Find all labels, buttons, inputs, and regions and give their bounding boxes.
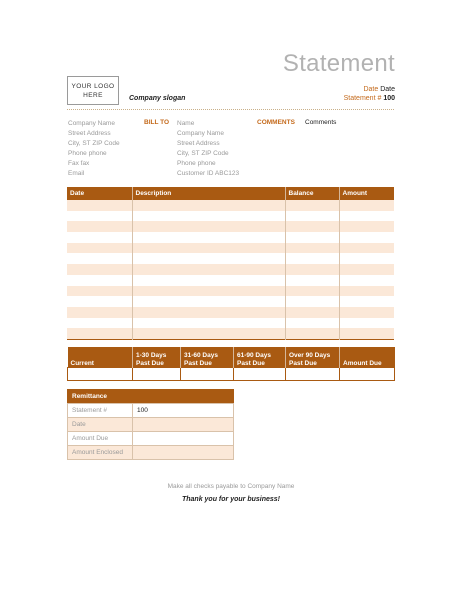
- cell-description[interactable]: [132, 296, 285, 307]
- aging-header-1-30: 1-30 Days Past Due: [133, 347, 181, 368]
- payable-note: Make all checks payable to Company Name: [167, 483, 295, 490]
- company-city: City, ST ZIP Code: [68, 140, 120, 147]
- cell-date[interactable]: [67, 318, 132, 329]
- thank-you-note: Thank you for your business!: [181, 496, 280, 503]
- cell-amount[interactable]: [339, 275, 394, 286]
- cell-balance[interactable]: [285, 264, 339, 275]
- table-row: [67, 221, 394, 232]
- company-street: Street Address: [68, 130, 111, 137]
- remittance-label: Statement #: [68, 404, 133, 418]
- aging-table: [67, 347, 395, 381]
- remittance-value[interactable]: 100: [133, 404, 234, 418]
- cell-amount[interactable]: [339, 286, 394, 297]
- cell-amount[interactable]: [339, 232, 394, 243]
- cell-date[interactable]: [67, 275, 132, 286]
- col-header-date: Date: [67, 187, 132, 200]
- cell-date[interactable]: [67, 286, 132, 297]
- company-email: Email: [68, 170, 85, 177]
- remittance-row: [68, 446, 234, 460]
- date-line: [363, 86, 395, 93]
- cell-amount[interactable]: [339, 211, 394, 222]
- aging-cell-1-30[interactable]: [133, 368, 181, 381]
- remittance-label: Date: [68, 418, 133, 432]
- header-divider: [67, 109, 394, 110]
- company-name: Company Name: [68, 120, 115, 127]
- cell-amount[interactable]: [339, 318, 394, 329]
- aging-cell-over-90[interactable]: [286, 368, 340, 381]
- bill-to-city: City, ST ZIP Code: [177, 150, 229, 157]
- remittance-row: [68, 432, 234, 446]
- table-row: [67, 275, 394, 286]
- cell-amount[interactable]: [339, 307, 394, 318]
- statement-number-line: [344, 95, 395, 102]
- logo-text-line1: YOUR LOGO: [71, 82, 115, 90]
- remittance-row: [68, 404, 234, 418]
- cell-description[interactable]: [132, 232, 285, 243]
- cell-date[interactable]: [67, 211, 132, 222]
- cell-description[interactable]: [132, 275, 285, 286]
- cell-date[interactable]: [67, 243, 132, 254]
- cell-date[interactable]: [67, 264, 132, 275]
- company-fax: Fax fax: [68, 160, 90, 167]
- table-row: [67, 296, 394, 307]
- cell-amount[interactable]: [339, 328, 394, 339]
- remittance-title: Remittance: [68, 390, 234, 404]
- aging-header-amount-due: Amount Due: [340, 347, 395, 368]
- cell-amount[interactable]: [339, 253, 394, 264]
- aging-cell-61-90[interactable]: [234, 368, 286, 381]
- aging-header-31-60: 31-60 Days Past Due: [181, 347, 234, 368]
- cell-description[interactable]: [132, 243, 285, 254]
- cell-amount[interactable]: [339, 296, 394, 307]
- cell-balance[interactable]: [285, 200, 339, 211]
- table-row: [67, 200, 394, 211]
- cell-balance[interactable]: [285, 307, 339, 318]
- cell-amount[interactable]: [339, 243, 394, 254]
- bill-to-info: [177, 119, 239, 179]
- cell-description[interactable]: [132, 307, 285, 318]
- bill-to-label: BILL TO: [144, 119, 170, 126]
- remittance-row: [68, 418, 234, 432]
- comments-field[interactable]: Comments: [305, 119, 337, 126]
- cell-balance[interactable]: [285, 328, 339, 339]
- statement-number-value: 100: [383, 95, 395, 102]
- cell-balance[interactable]: [285, 275, 339, 286]
- remittance-value[interactable]: [133, 432, 234, 446]
- aging-value-row: [68, 368, 395, 381]
- remittance-value[interactable]: [133, 418, 234, 432]
- cell-date[interactable]: [67, 253, 132, 264]
- remittance-label: Amount Enclosed: [68, 446, 133, 460]
- aging-cell-31-60[interactable]: [181, 368, 234, 381]
- aging-cell-current[interactable]: [68, 368, 133, 381]
- bill-to-phone: Phone phone: [177, 160, 216, 167]
- table-row: [67, 318, 394, 329]
- remittance-table: [67, 389, 234, 460]
- cell-balance[interactable]: [285, 243, 339, 254]
- document-title: Statement: [282, 50, 395, 77]
- col-header-description: Description: [132, 187, 285, 200]
- col-header-amount: Amount: [339, 187, 394, 200]
- table-row: [67, 211, 394, 222]
- bill-to-company: Company Name: [177, 130, 224, 137]
- cell-balance[interactable]: [285, 318, 339, 329]
- cell-balance[interactable]: [285, 232, 339, 243]
- table-row: [67, 328, 394, 339]
- logo-placeholder: [67, 76, 119, 105]
- statement-number-label: Statement #: [343, 95, 382, 102]
- logo-text-line2: HERE: [83, 91, 103, 99]
- remittance-label: Amount Due: [68, 432, 133, 446]
- aging-header-current: Current: [68, 347, 133, 368]
- table-row: [67, 243, 394, 254]
- cell-date[interactable]: [67, 296, 132, 307]
- cell-balance[interactable]: [285, 296, 339, 307]
- cell-description[interactable]: [132, 318, 285, 329]
- transactions-table: [67, 187, 394, 340]
- cell-balance[interactable]: [285, 286, 339, 297]
- col-header-balance: Balance: [285, 187, 339, 200]
- transactions-body: [67, 200, 394, 339]
- cell-description[interactable]: [132, 328, 285, 339]
- company-phone: Phone phone: [68, 150, 107, 157]
- company-slogan: Company slogan: [129, 95, 186, 102]
- cell-description[interactable]: [132, 253, 285, 264]
- cell-description[interactable]: [132, 200, 285, 211]
- cell-amount[interactable]: [339, 200, 394, 211]
- table-row: [67, 307, 394, 318]
- cell-date[interactable]: [67, 200, 132, 211]
- cell-description[interactable]: [132, 264, 285, 275]
- comments-label: COMMENTS: [257, 119, 295, 126]
- date-label: Date: [363, 86, 379, 93]
- bill-to-name: Name: [177, 120, 195, 127]
- aging-header-61-90: 61-90 Days Past Due: [234, 347, 286, 368]
- transactions-header-row: [67, 187, 394, 200]
- table-row: [67, 286, 394, 297]
- cell-balance[interactable]: [285, 221, 339, 232]
- cell-date[interactable]: [67, 328, 132, 339]
- bill-to-customer-id: Customer ID ABC123: [177, 170, 240, 177]
- cell-date[interactable]: [67, 232, 132, 243]
- cell-amount[interactable]: [339, 264, 394, 275]
- date-value: Date: [380, 86, 395, 93]
- table-row: [67, 264, 394, 275]
- cell-description[interactable]: [132, 211, 285, 222]
- company-info: [68, 119, 120, 179]
- table-row: [67, 253, 394, 264]
- cell-description[interactable]: [132, 286, 285, 297]
- cell-date[interactable]: [67, 221, 132, 232]
- aging-header-over-90: Over 90 Days Past Due: [286, 347, 340, 368]
- cell-balance[interactable]: [285, 211, 339, 222]
- bill-to-street: Street Address: [177, 140, 220, 147]
- cell-balance[interactable]: [285, 253, 339, 264]
- remittance-value[interactable]: [133, 446, 234, 460]
- aging-cell-amount-due[interactable]: [340, 368, 395, 381]
- table-row: [67, 232, 394, 243]
- cell-description[interactable]: [132, 221, 285, 232]
- cell-amount[interactable]: [339, 221, 394, 232]
- aging-header-row: [68, 347, 395, 368]
- cell-date[interactable]: [67, 307, 132, 318]
- remittance-header-row: [68, 390, 234, 404]
